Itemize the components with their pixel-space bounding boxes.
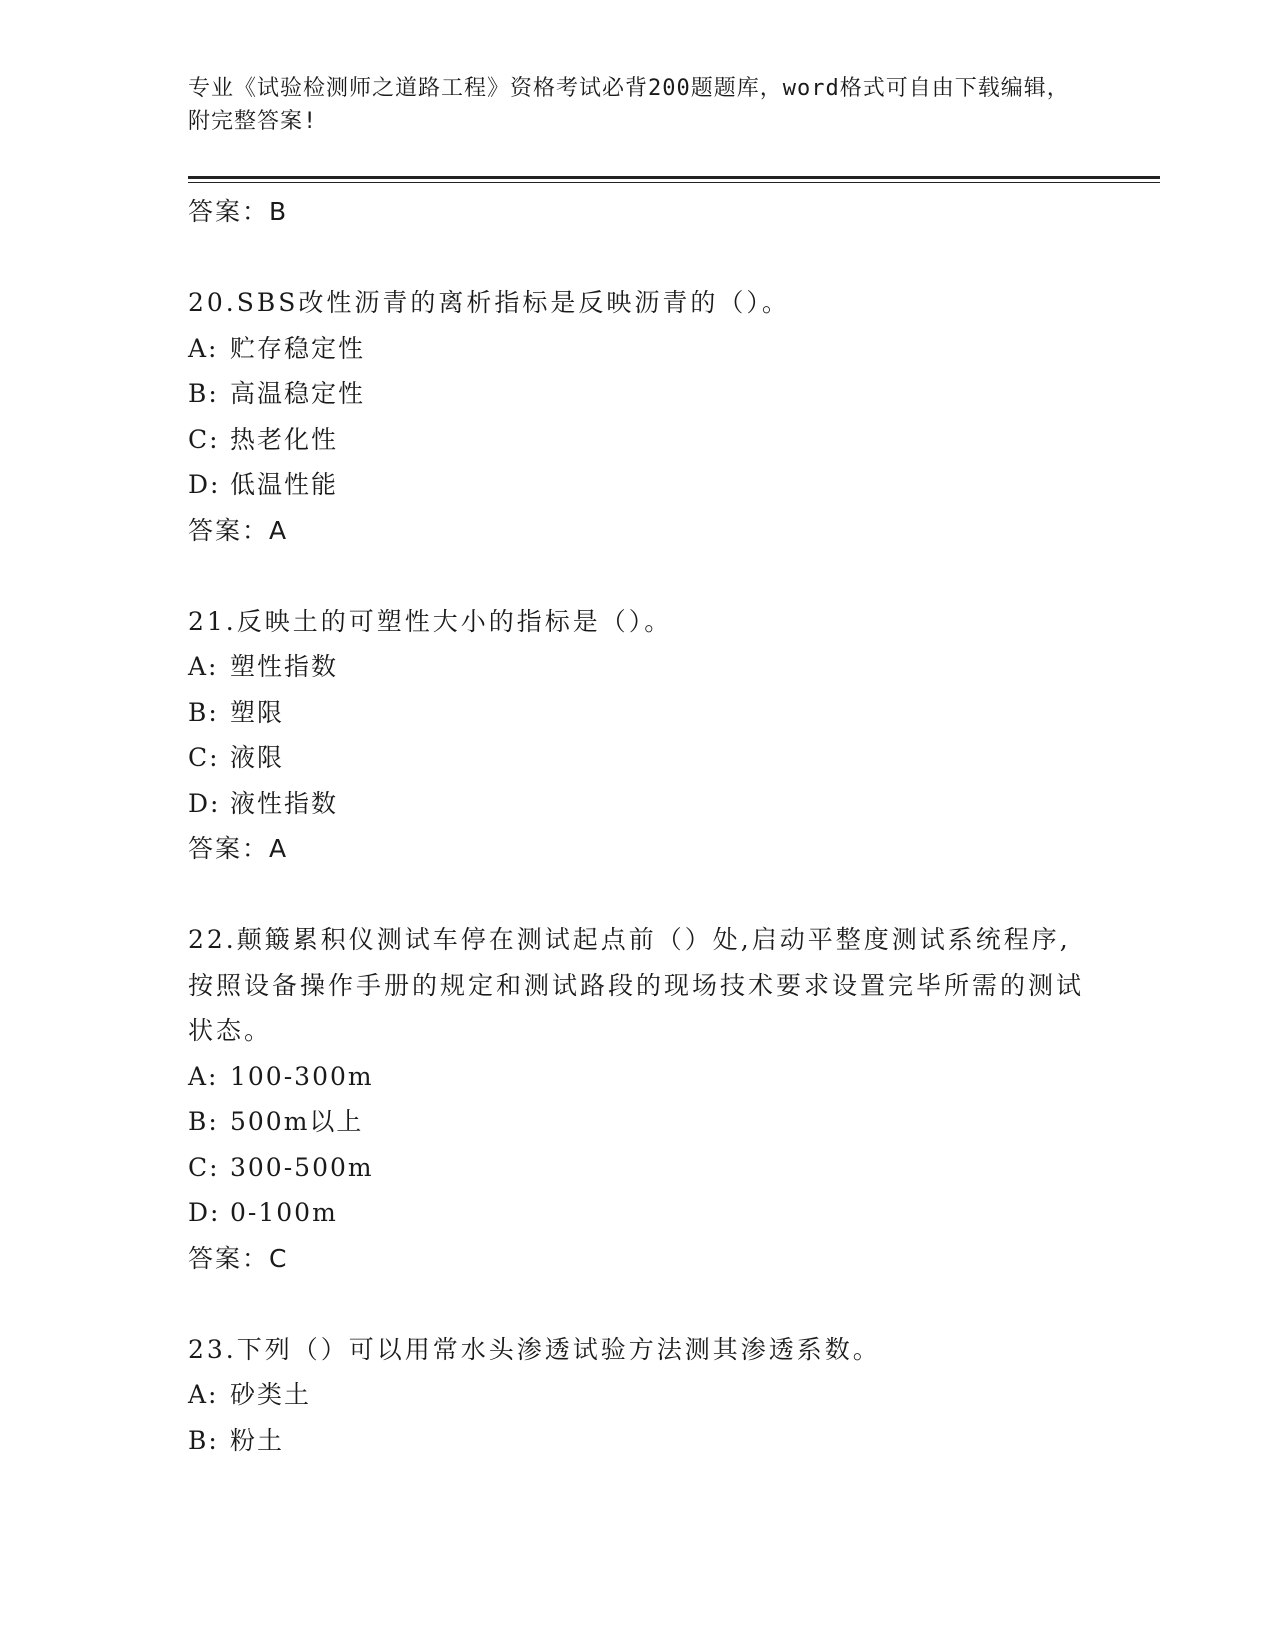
option-letter: D:	[188, 1198, 221, 1227]
option-item	[188, 644, 1160, 690]
answer-line: 答案：B	[188, 197, 289, 226]
option-item	[188, 1190, 1160, 1236]
option-text: 500m以上	[230, 1107, 364, 1136]
answer-line: 答案：C	[188, 1243, 289, 1273]
answer-line: 答案：A	[188, 515, 289, 545]
question-text: 22.颠簸累积仪测试车停在测试起点前（）处,启动平整度测试系统程序,按照设备操作手册的规定和测试路段的现场技术要求设置完毕所需的测试状态。	[188, 925, 1085, 1045]
option-letter: B:	[188, 379, 219, 408]
option-text: 贮存稳定性	[230, 333, 366, 363]
option-letter: C:	[188, 743, 220, 772]
option-item	[188, 735, 1160, 781]
document-page	[188, 0, 1160, 1650]
option-letter: C:	[188, 424, 220, 454]
option-item	[188, 1145, 1160, 1191]
option-letter: D:	[188, 470, 221, 499]
option-letter: C:	[188, 1152, 220, 1182]
option-letter: B:	[188, 697, 219, 727]
option-item	[188, 781, 1160, 827]
option-text: 热老化性	[230, 424, 339, 454]
option-text: 塑性指数	[230, 652, 339, 681]
option-text: 100-300m	[230, 1061, 374, 1091]
header-rule-thin	[188, 182, 1160, 183]
header-rule-thick	[188, 176, 1160, 179]
option-text: 液性指数	[230, 788, 339, 818]
option-letter: A:	[188, 1380, 219, 1409]
option-text: 低温性能	[230, 470, 339, 499]
question-text: 20.SBS改性沥青的离析指标是反映沥青的（）。	[188, 288, 790, 317]
option-text: 液限	[230, 743, 285, 772]
option-item	[188, 462, 1160, 508]
question-text: 21.反映土的可塑性大小的指标是（）。	[188, 606, 673, 636]
option-text: 0-100m	[230, 1198, 338, 1227]
option-letter: B:	[188, 1107, 219, 1136]
document-header: 专业《试验检测师之道路工程》资格考试必背200题题库，word格式可自由下载编辑，附完整答案!	[188, 76, 1070, 134]
option-item	[188, 1054, 1160, 1100]
option-item	[188, 417, 1160, 463]
option-text: 300-500m	[230, 1152, 374, 1182]
answer-line: 答案：A	[188, 834, 289, 863]
option-item	[188, 690, 1160, 736]
option-item	[188, 1372, 1160, 1418]
option-letter: A:	[188, 333, 219, 363]
option-text: 粉土	[230, 1425, 285, 1455]
option-item	[188, 326, 1160, 372]
option-text: 塑限	[230, 697, 285, 727]
question-list	[188, 189, 1160, 1463]
question-text: 23.下列（）可以用常水头渗透试验方法测其渗透系数。	[188, 1334, 881, 1364]
option-letter: D:	[188, 788, 221, 818]
option-letter: A:	[188, 652, 219, 681]
option-letter: B:	[188, 1425, 219, 1455]
option-text: 高温稳定性	[230, 379, 366, 408]
option-item	[188, 1418, 1160, 1464]
option-text: 砂类土	[230, 1380, 312, 1409]
option-item	[188, 371, 1160, 417]
option-letter: A:	[188, 1061, 219, 1091]
option-item	[188, 1099, 1160, 1145]
